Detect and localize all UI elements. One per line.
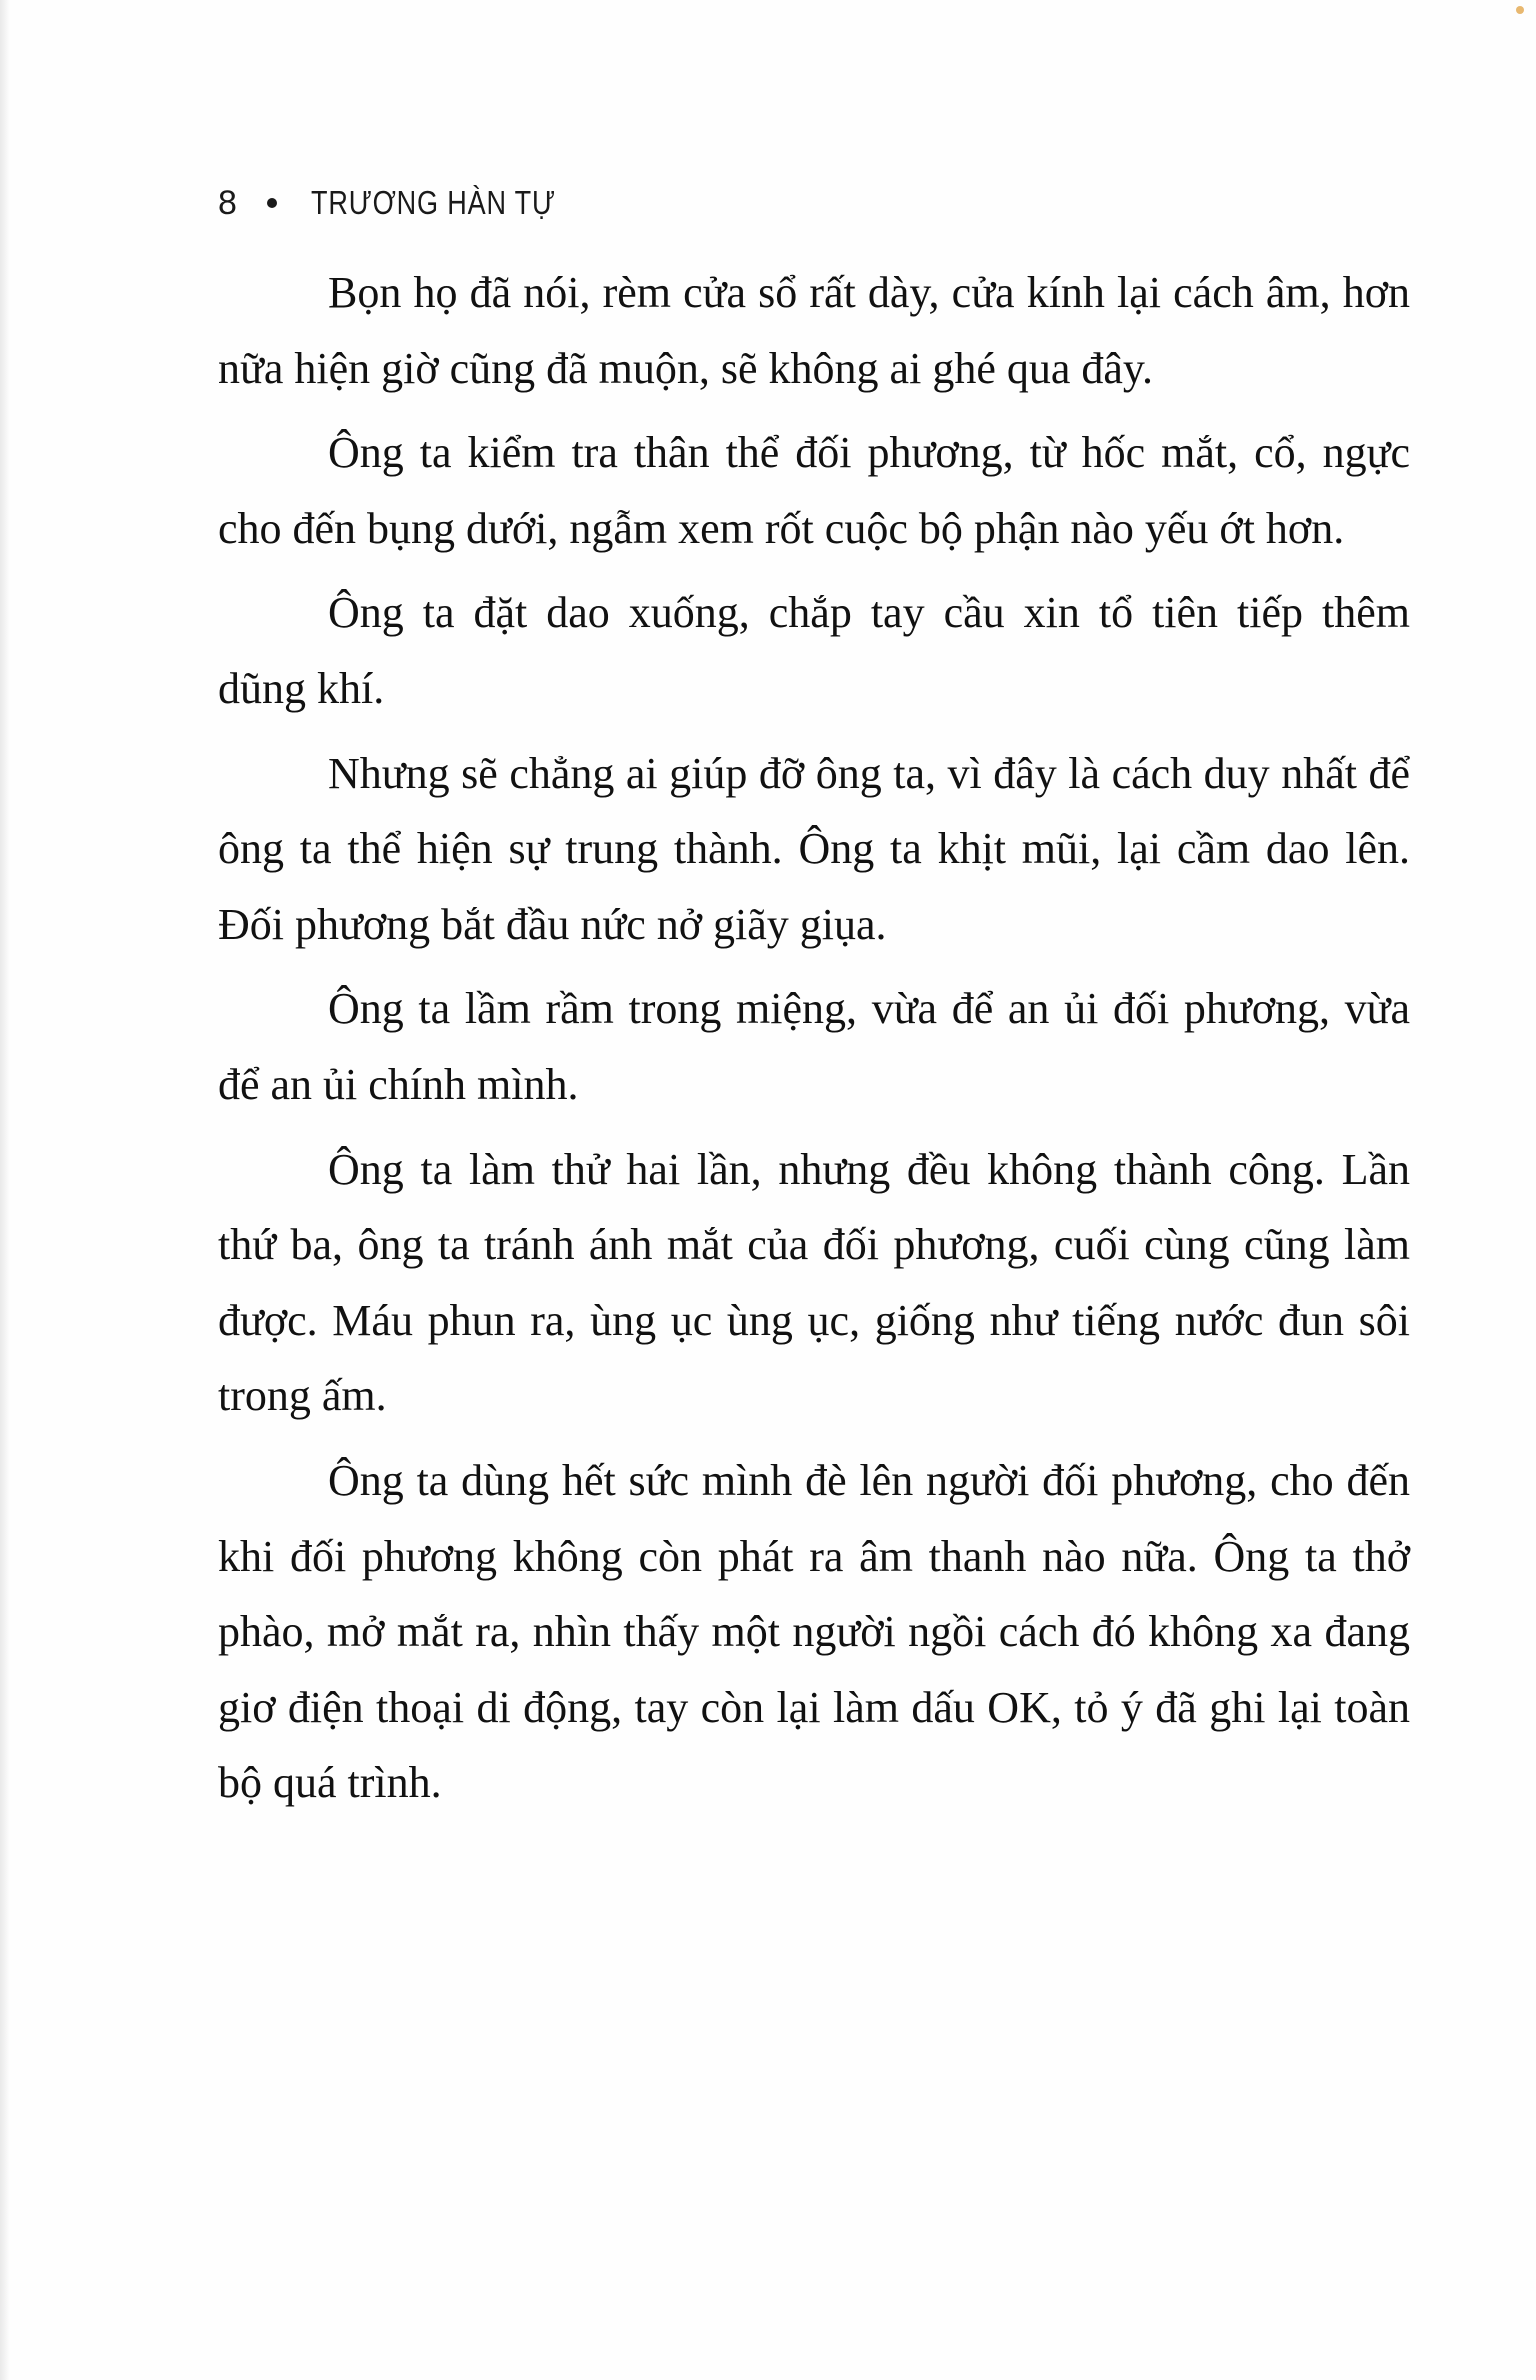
page-gutter-shadow [0,0,10,2380]
body-text [218,255,1410,1830]
paragraph: Ông ta kiểm tra thân thể đối phương, từ hốc mắt, cổ, ngực cho đến bụng dưới, ngẫm xem rốt cuộc bộ phận nào yếu ớt hơn. [218,428,1410,553]
page-number: 8 [218,183,237,222]
paragraph: Ông ta đặt dao xuống, chắp tay cầu xin tổ tiên tiếp thêm dũng khí. [218,588,1410,713]
paragraph: Ông ta làm thử hai lần, nhưng đều không thành công. Lần thứ ba, ông ta tránh ánh mắt của đối phương, cuối cùng cũng làm được. Máu phun ra, ùng ục ùng ục, giống như tiếng nước đun sôi trong ấm. [218,1144,1410,1421]
paragraph: Ông ta dùng hết sức mình đè lên người đối phương, cho đến khi đối phương không còn phát ra âm thanh nào nữa. Ông ta thở phào, mở mắt ra, nhìn thấy một người ngồi cách đó không xa đang giơ điện thoại di động, tay còn lại làm dấu OK, tỏ ý đã ghi lại toàn bộ quá trình. [218,1455,1410,1808]
author-name: TRƯƠNG HÀN TỰ [310,184,556,221]
paragraph: Bọn họ đã nói, rèm cửa sổ rất dày, cửa kính lại cách âm, hơn nữa hiện giờ cũng đã muộn, sẽ không ai ghé qua đây. [218,268,1410,393]
running-header [218,178,610,228]
corner-mark [1516,6,1524,14]
paragraph: Nhưng sẽ chẳng ai giúp đỡ ông ta, vì đây là cách duy nhất để ông ta thể hiện sự trung thành. Ông ta khịt mũi, lại cầm dao lên. Đối phương bắt đầu nức nở giãy giụa. [218,748,1410,949]
paragraph: Ông ta lầm rầm trong miệng, vừa để an ủi đối phương, vừa để an ủi chính mình. [218,984,1410,1109]
bullet-separator [267,198,277,208]
